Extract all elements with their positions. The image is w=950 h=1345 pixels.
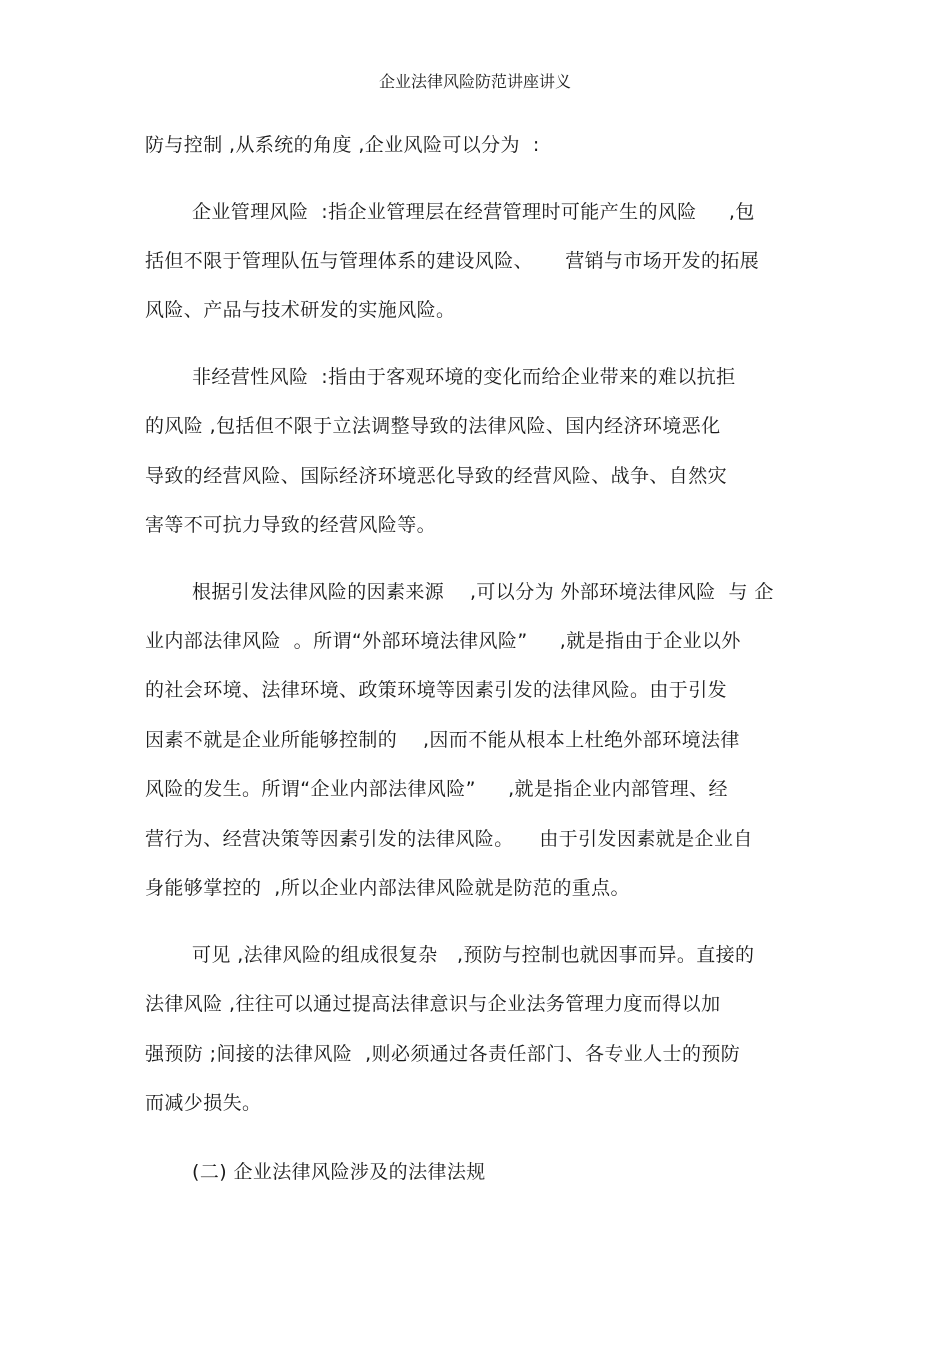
text-line: 根据引发法律风险的因素来源 ,可以分为 外部环境法律风险 与 企 bbox=[192, 581, 774, 603]
section-heading: (二) 企业法律风险涉及的法律法规 bbox=[192, 1161, 486, 1183]
text-line: 防与控制 ,从系统的角度 ,企业风险可以分为 : bbox=[145, 134, 540, 156]
text-line: 可见 ,法律风险的组成很复杂 ,预防与控制也就因事而异。直接的 bbox=[192, 944, 755, 966]
text-line: 风险的发生。所谓“企业内部法律风险” ,就是指企业内部管理、经 bbox=[145, 778, 728, 800]
text-line: 害等不可抗力导致的经营风险等。 bbox=[145, 514, 437, 536]
text-line: 的社会环境、法律环境、政策环境等因素引发的法律风险。由于引发 bbox=[145, 679, 728, 701]
text-line: 业内部法律风险 。所谓“外部环境法律风险” ,就是指由于企业以外 bbox=[145, 630, 741, 652]
text-line: 括但不限于管理队伍与管理体系的建设风险、 营销与市场开发的拓展 bbox=[145, 250, 760, 272]
page-header-title: 企业法律风险防范讲座讲义 bbox=[378, 72, 571, 91]
text-line: 企业管理风险 :指企业管理层在经营管理时可能产生的风险 ,包 bbox=[192, 201, 755, 223]
text-line: 身能够掌控的 ,所以企业内部法律风险就是防范的重点。 bbox=[145, 877, 630, 899]
text-line: 风险、产品与技术研发的实施风险。 bbox=[145, 299, 456, 321]
text-line: 营行为、经营决策等因素引发的法律风险。 由于引发因素就是企业自 bbox=[145, 828, 753, 850]
text-line: 的风险 ,包括但不限于立法调整导致的法律风险、国内经济环境恶化 bbox=[145, 415, 721, 437]
text-line: 强预防 ;间接的法律风险 ,则必须通过各责任部门、各专业人士的预防 bbox=[145, 1043, 741, 1065]
text-line: 导致的经营风险、国际经济环境恶化导致的经营风险、战争、自然灾 bbox=[145, 465, 728, 487]
text-line: 因素不就是企业所能够控制的 ,因而不能从根本上杜绝外部环境法律 bbox=[145, 729, 740, 751]
text-line: 非经营性风险 :指由于客观环境的变化而给企业带来的难以抗拒 bbox=[192, 366, 736, 388]
text-line: 而减少损失。 bbox=[145, 1092, 262, 1114]
text-line: 法律风险 ,往往可以通过提高法律意识与企业法务管理力度而得以加 bbox=[145, 993, 721, 1015]
